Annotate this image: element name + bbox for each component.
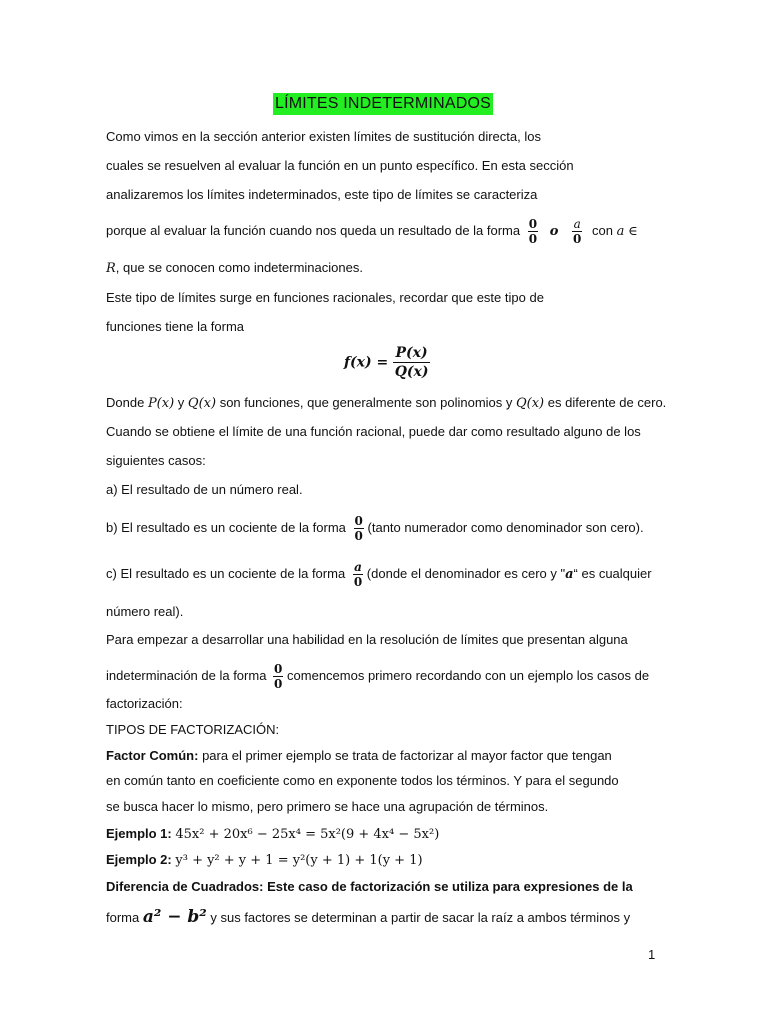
- paragraph-line: siguientes casos:: [106, 453, 206, 468]
- fraction-denominator: 0: [274, 677, 283, 692]
- text: para el primer ejemplo se trata de factorizar al mayor factor que tengan: [202, 748, 612, 763]
- text: forma: [106, 910, 140, 925]
- fraction-denominator: 0: [353, 575, 363, 590]
- formula-lhs: f(x) =: [344, 354, 389, 371]
- text: indeterminación de la forma: [106, 668, 267, 683]
- paragraph-line: Cuando se obtiene el límite de una función racional, puede dar como resultado alguno de los: [106, 424, 641, 439]
- formula-fx: [344, 344, 430, 381]
- fraction-numerator: a: [573, 217, 581, 232]
- page-title: LÍMITES INDETERMINADOS: [273, 93, 493, 115]
- paragraph-line: [106, 395, 666, 412]
- math-symbol: a: [616, 224, 625, 239]
- case-c-continued: número real).: [106, 604, 184, 619]
- paragraph-line: [106, 260, 363, 277]
- math-expr: y³ + y² + y + 1 = y²(y + 1) + 1(y + 1): [175, 853, 423, 868]
- fraction-zero-over-zero: [354, 514, 364, 543]
- text: b) El resultado es un cociente de la forma: [106, 520, 346, 535]
- case-a: a) El resultado de un número real.: [106, 482, 303, 497]
- text: comencemos primero recordando con un ejemplo los casos de: [287, 668, 650, 683]
- paragraph-line: funciones tiene la forma: [106, 319, 245, 334]
- math-expr: P(x): [147, 396, 175, 411]
- paragraph-line: se busca hacer lo mismo, pero primero se hace una agrupación de términos.: [106, 799, 549, 814]
- fraction-denominator: 0: [528, 232, 538, 247]
- paragraph-line-forma: [106, 216, 638, 247]
- fraction-numerator: 0: [274, 662, 283, 677]
- text: “ es cualquier: [573, 566, 652, 581]
- paragraph-line: factorización:: [106, 696, 183, 711]
- fraction-denominator: 0: [573, 232, 582, 247]
- text: son funciones, que generalmente son polinomios y: [219, 395, 513, 410]
- fraction-numerator: a: [354, 560, 362, 575]
- formula-fraction: [393, 344, 431, 381]
- fraction-numerator: 0: [528, 217, 538, 232]
- paragraph-line: Este tipo de límites surge en funciones racionales, recordar que este tipo de: [106, 290, 544, 305]
- case-b: [106, 508, 644, 548]
- formula-denominator: Q(x): [394, 364, 429, 380]
- paragraph-line: Para empezar a desarrollar una habilidad en la resolución de límites que presentan alguna: [106, 632, 628, 647]
- fraction-numerator: 0: [354, 514, 363, 529]
- fraction-zero-over-zero: [273, 662, 283, 691]
- paragraph-line: Como vimos en la sección anterior existen límites de sustitución directa, los: [106, 129, 541, 144]
- paragraph-line: cuales se resuelven al evaluar la función en un punto específico. En esta sección: [106, 158, 574, 173]
- example-label: Ejemplo 1:: [106, 826, 172, 841]
- section-heading: TIPOS DE FACTORIZACIÓN:: [106, 722, 280, 737]
- math-symbol: R: [106, 261, 116, 276]
- fraction-a-over-zero: [572, 217, 582, 246]
- paragraph-line: [106, 748, 612, 764]
- text: , que se conocen como indeterminaciones.: [115, 260, 363, 275]
- example-1: [106, 826, 439, 843]
- page-number: 1: [648, 947, 656, 962]
- math-expr: Q(x): [187, 396, 217, 411]
- text: (donde el denominador es cero y ": [366, 566, 566, 581]
- text: Donde: [106, 395, 145, 410]
- text: es diferente de cero.: [547, 395, 667, 410]
- text: con: [592, 223, 613, 238]
- math-expr: 45x² + 20x⁶ − 25x⁴ = 5x²(9 + 4x⁴ − 5x²): [175, 827, 440, 842]
- fraction-zero-over-zero: [528, 217, 538, 246]
- paragraph-line: en común tanto en coeficiente como en exponente todos los términos. Y para el segundo: [106, 773, 619, 788]
- term-heading: Diferencia de Cuadrados: Este caso de factorización se utiliza para expresiones de la: [106, 879, 633, 894]
- text: y: [177, 395, 185, 410]
- example-label: Ejemplo 2:: [106, 852, 172, 867]
- paragraph-line: [106, 656, 649, 696]
- text: c) El resultado es un cociente de la forma: [106, 566, 346, 581]
- math-expr: a² − b²: [142, 907, 207, 927]
- fraction-a-over-zero: [353, 560, 363, 589]
- paragraph-line: [106, 879, 633, 895]
- paragraph-line: analizaremos los límites indeterminados, este tipo de límites se caracteriza: [106, 187, 538, 202]
- fraction-denominator: 0: [354, 529, 363, 544]
- example-2: [106, 852, 423, 869]
- text: porque al evaluar la función cuando nos queda un resultado de la forma: [106, 223, 521, 238]
- case-c: [106, 554, 652, 595]
- formula-numerator: P(x): [393, 344, 431, 363]
- paragraph-line: [106, 902, 630, 933]
- text: (tanto numerador como denominador son cero).: [367, 520, 644, 535]
- math-expr: Q(x): [516, 396, 545, 411]
- math-symbol: a: [565, 567, 574, 582]
- term-heading: Factor Común:: [106, 748, 199, 763]
- text: y sus factores se determinan a partir de sacar la raíz a ambos términos y: [210, 910, 631, 925]
- math-symbol: ∈: [628, 224, 638, 239]
- or-symbol: o: [549, 224, 559, 239]
